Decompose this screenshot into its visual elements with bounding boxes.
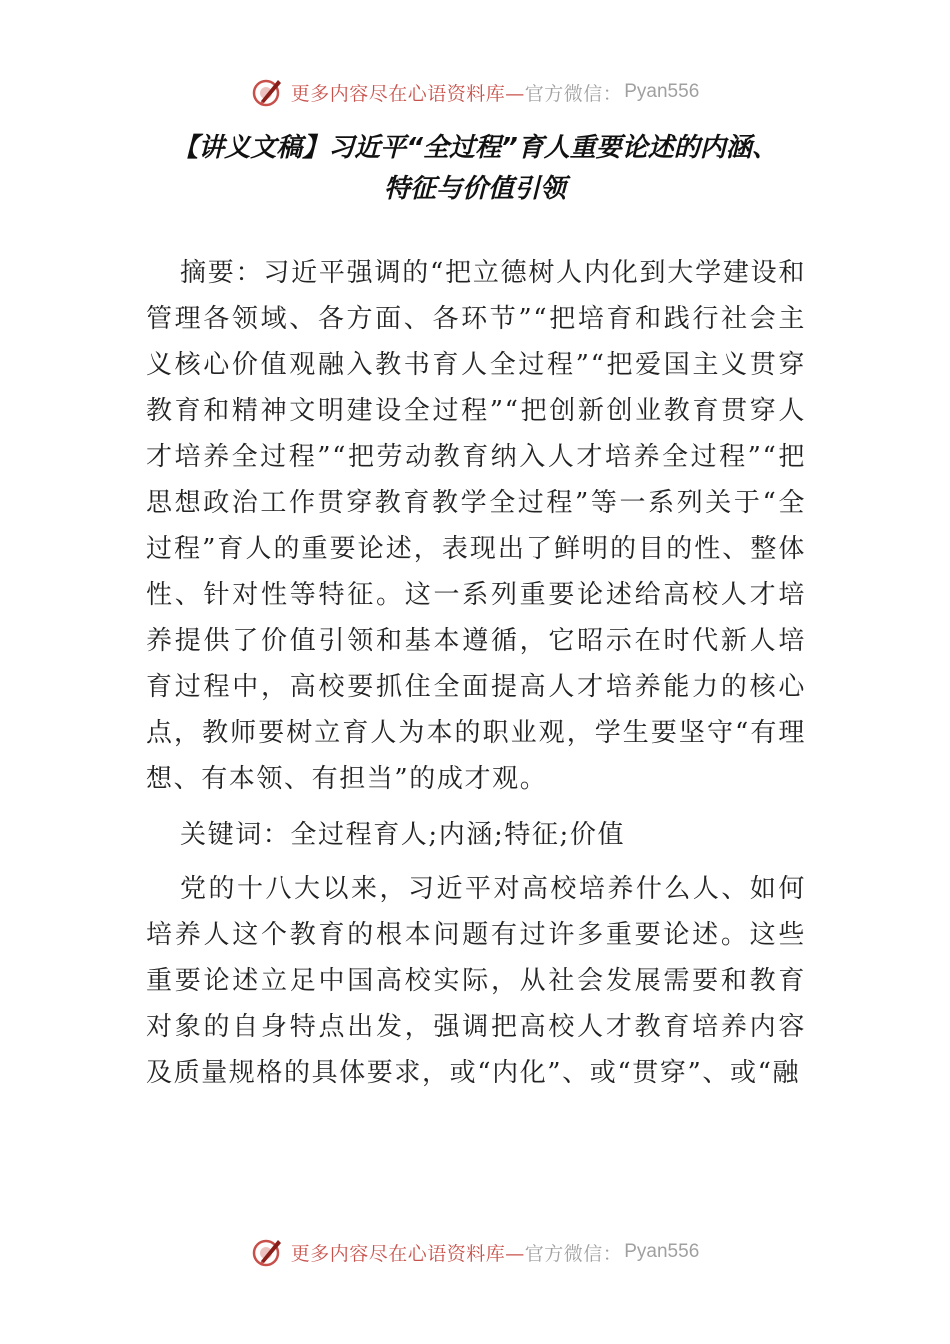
keywords-paragraph: 关键词：全过程育人;内涵;特征;价值 — [180, 820, 626, 850]
footer-banner — [0, 1232, 950, 1272]
banner-wechat-id: Pyan556 — [624, 1241, 700, 1262]
abstract-paragraph: 摘要：习近平强调的“把立德树人内化到大学建设和管理各领域、各方面、各环节”“把培育和践行社会主义核心价值观融入教书育人全过程”“把爱国主义贯穿教育和精神文明建设全过程”“把创新创业教育贯穿人才培养全过程”“把劳动教育纳入人才培养全过程”“把思想政治工作贯穿教育教学全过程”等一系列关于“全过程”育人的重要论述，表现出了鲜明的目的性、整体性、针对性等特征。这一系列重要论述给高校人才培养提供了价值引领和基本遵循，它昭示在时代新人培育过程中，高校要抓住全面提高人才培养能力的核心点，教师要树立育人为本的职业观，学生要坚守“有理想、有本领、有担当”的成才观。 — [146, 258, 806, 794]
banner-wechat-label: 官方微信： — [524, 1242, 623, 1265]
banner-main-text: 更多内容尽在心语资料库— — [290, 1242, 525, 1265]
pen-logo-icon — [251, 75, 285, 109]
banner-wechat-id: Pyan556 — [624, 81, 700, 102]
header-banner — [0, 72, 950, 112]
title-line-2: 特征与价值引领 — [383, 174, 566, 204]
banner-main-text: 更多内容尽在心语资料库— — [290, 82, 525, 105]
document-title — [100, 128, 850, 210]
title-line-1: 【讲义文稿】习近平“全过程”育人重要论述的内涵、 — [172, 133, 778, 163]
pen-logo-icon — [251, 1235, 285, 1269]
intro-paragraph: 党的十八大以来，习近平对高校培养什么人、如何培养人这个教育的根本问题有过许多重要论述。这些重要论述立足中国高校实际，从社会发展需要和教育对象的自身特点出发，强调把高校人才教育培养内容及质量规格的具体要求，或“内化”、或“贯穿”、或“融 — [146, 874, 806, 1088]
banner-wechat-label: 官方微信： — [524, 82, 623, 105]
